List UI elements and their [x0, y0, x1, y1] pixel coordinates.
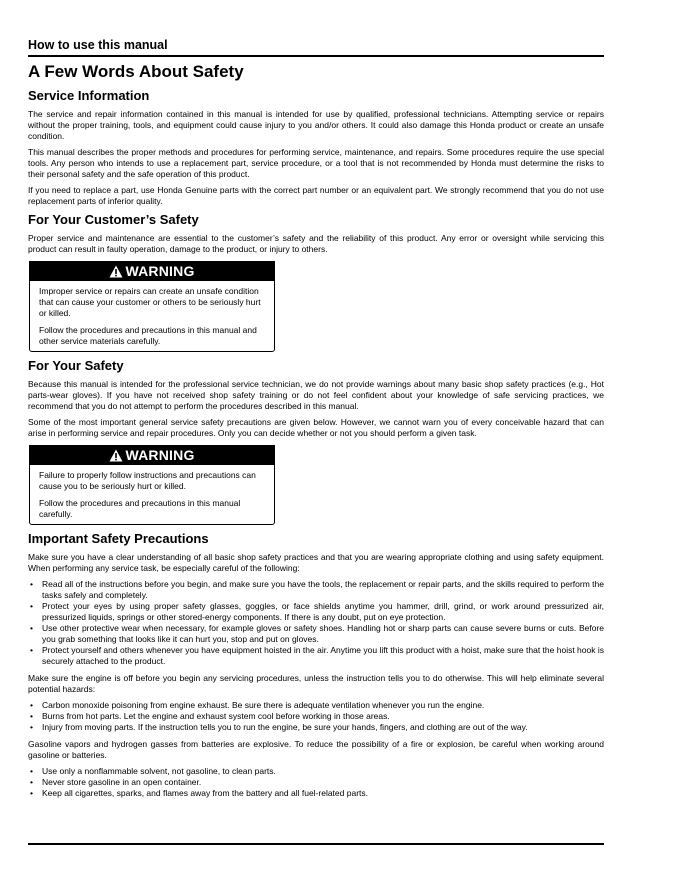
- manual-page: [28, 38, 604, 805]
- service-info-paragraph: If you need to replace a part, use Honda Genuine parts with the correct part number or an equivalent part. We strongly recommend that you do not use replacement parts of inferior quality.: [28, 185, 604, 206]
- list-item: • Injury from moving parts. If the instruction tells you to run the engine, be sure your hands, fingers, and clothing are out of the way.: [30, 722, 528, 732]
- page-title: A Few Words About Safety: [28, 62, 244, 81]
- warning-box: [29, 261, 275, 352]
- list-item: • Never store gasoline in an open container.: [30, 777, 202, 787]
- precautions-intro: Make sure you have a clear understanding of all basic shop safety practices and that you are wearing appropriate clothing and using safety equipment. When performing any service task, be especially careful of the following:: [28, 552, 604, 573]
- warning-header: [30, 446, 274, 465]
- list-item: • Protect your eyes by using proper safety glasses, goggles, or face shields anytime you hammer, drill, grind, or work around pressurized air, pressurized liquids, springs or other stored-energy components. If there is any doubt, put on eye protection.: [30, 601, 604, 622]
- list-item: • Read all of the instructions before you begin, and make sure you have the tools, the replacement or repair parts, and the skills required to perform the tasks safely and completely.: [30, 579, 604, 600]
- warning-text: Follow the procedures and precautions in this manual carefully.: [39, 498, 241, 519]
- engine-off-paragraph: Make sure the engine is off before you begin any servicing procedures, unless the instruction tells you to do otherwise. This will help eliminate several potential hazards:: [28, 673, 604, 694]
- footer-rule: [28, 843, 604, 845]
- list-item: • Burns from hot parts. Let the engine and exhaust system cool before working in those areas.: [30, 711, 390, 721]
- warning-triangle-icon: [109, 265, 123, 278]
- precautions-heading: Important Safety Precautions: [28, 531, 209, 546]
- your-safety-paragraph: Because this manual is intended for the professional service technician, we do not provide warnings about many basic shop safety practices (e.g., Hot parts-wear gloves). If you have not received shop safety training or do not feel confident about your knowledge of safe servicing practices, we recommend that you do not attempt to perform the procedures described in this manual.: [28, 379, 604, 411]
- list-item: • Protect yourself and others whenever you have equipment hoisted in the air. Anytime you lift this product with a hoist, make sure that the hoist hook is securely attached to the product.: [30, 645, 604, 666]
- customer-safety-paragraph: Proper service and maintenance are essential to the customer’s safety and the reliability of this product. Any error or oversight while servicing this product can result in faulty operation, damage to the product, or injury to others.: [28, 233, 604, 254]
- service-info-paragraph: The service and repair information contained in this manual is intended for use by qualified, professional technicians. Attempting service or repairs without the proper training, tools, and equipment could cause injury to you and/or others. It could also damage this Honda product or create an unsafe condition.: [28, 109, 604, 141]
- your-safety-heading: For Your Safety: [28, 358, 124, 373]
- list-item: • Use other protective wear when necessary, for example gloves or safety shoes. Handling hot or sharp parts can cause severe burns or cuts. Before you grab something that looks like it can hurt you, stop and put on gloves.: [30, 623, 604, 644]
- list-item: • Use only a nonflammable solvent, not gasoline, to clean parts.: [30, 766, 276, 776]
- warning-box: [29, 445, 275, 525]
- list-item: • Keep all cigarettes, sparks, and flames away from the battery and all fuel-related parts.: [30, 788, 368, 798]
- warning-label: WARNING: [125, 263, 195, 279]
- warning-label: WARNING: [125, 447, 195, 463]
- hazards-list: [28, 700, 604, 733]
- service-info-paragraph: This manual describes the proper methods and procedures for performing service, maintenance, and repairs. Some procedures require the use special tools. Any person who intends to use a replacement part, service procedure, or a tool that is not recommended by Honda must determine the risks to their personal safety and the safe operation of this product.: [28, 147, 604, 179]
- list-item: • Carbon monoxide poisoning from engine exhaust. Be sure there is adequate ventilation whenever you run the engine.: [30, 700, 485, 710]
- fuel-list: [28, 766, 604, 799]
- your-safety-paragraph: Some of the most important general service safety precautions are given below. However, we cannot warn you of every conceivable hazard that can arise in performing service and repair procedures. Only you can decide whether or not you should perform a given task.: [28, 417, 604, 438]
- precautions-list: [28, 579, 604, 667]
- warning-text: Follow the procedures and precautions in this manual and other service materials carefully.: [39, 325, 257, 346]
- service-info-heading: Service Information: [28, 88, 150, 103]
- section-header: How to use this manual: [28, 38, 604, 57]
- warning-header: [30, 262, 274, 281]
- customer-safety-heading: For Your Customer’s Safety: [28, 212, 199, 227]
- warning-triangle-icon: [109, 449, 123, 462]
- warning-text: Failure to properly follow instructions and precautions can cause you to be seriously hurt or killed.: [39, 470, 256, 491]
- warning-text: Improper service or repairs can create an unsafe condition that can cause your customer or others to be seriously hurt or killed.: [39, 286, 261, 318]
- gasoline-paragraph: Gasoline vapors and hydrogen gasses from batteries are explosive. To reduce the possibility of a fire or explosion, be careful when working around gasoline or batteries.: [28, 739, 604, 760]
